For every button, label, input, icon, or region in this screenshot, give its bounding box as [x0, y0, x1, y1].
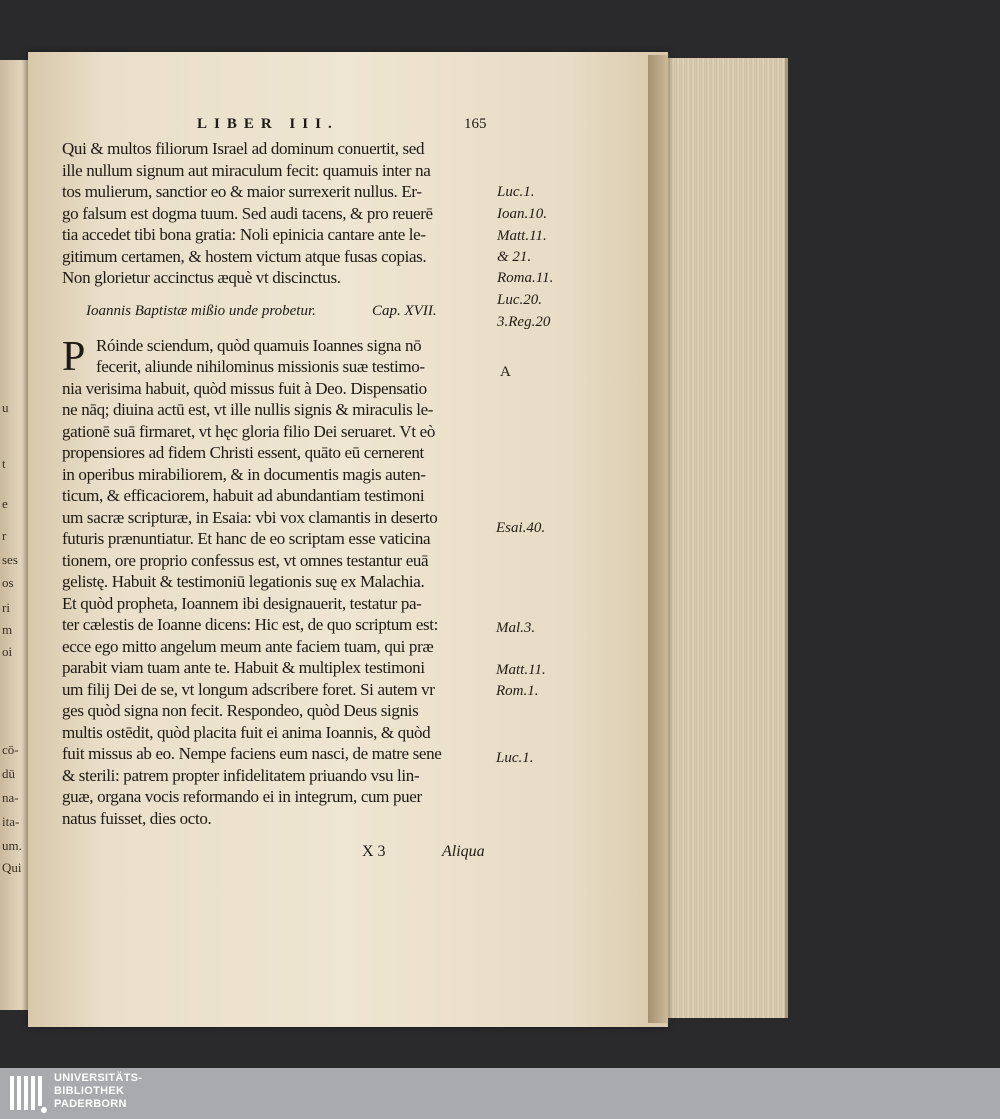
- text-line: Et quòd propheta, Ioannem ibi designauerit, testatur pa-: [62, 593, 422, 613]
- text-line: tia accedet tibi bona gratia: Noli epinicia cantare ante le-: [62, 225, 426, 244]
- left-fragment: r: [2, 528, 7, 543]
- text-line: in operibus mirabiliorem, & in documentis magis auten-: [62, 464, 426, 484]
- page-number: 165: [464, 116, 487, 132]
- left-fragment: ri: [2, 600, 10, 615]
- left-fragment: na-: [2, 790, 19, 805]
- left-fragment: u: [2, 400, 9, 415]
- left-fragment: oi: [2, 644, 13, 659]
- library-name-line: BIBLIOTHEK: [54, 1085, 125, 1097]
- left-fragment: Qui: [2, 860, 22, 875]
- text-line: propensiores ad fidem Christi essent, quāto eū cernerent: [62, 443, 424, 462]
- margin-note: Mal.3.: [496, 620, 536, 636]
- text-line: gelistę. Habuit & testimoniū legationis suę ex Malachia.: [62, 572, 425, 591]
- margin-note: Rom.1.: [496, 683, 539, 699]
- margin-section-letter: A: [500, 364, 511, 380]
- text-line: fecerit, aliunde nihilominus missionis suæ testimo-: [96, 357, 425, 376]
- text-line: guæ, organa vocis reformando ei in integrum, cum puer: [62, 787, 422, 806]
- text-line: gationē suā firmaret, vt hęc gloria filio Dei seruaret. Vt eò: [62, 421, 435, 441]
- left-fragment: t: [2, 456, 6, 471]
- text-line: ne nāq; diuina actū est, vt ille nullis signis & miraculis le-: [62, 400, 434, 419]
- text-line: Róinde sciendum, quòd quamuis Ioannes signa nō: [96, 335, 422, 355]
- margin-note: Matt.11.: [496, 662, 546, 678]
- left-fragment: ses: [2, 552, 18, 567]
- text-line: ecce ego mitto angelum meum ante faciem tuam, qui præ: [62, 636, 434, 656]
- running-head: LIBER III.: [197, 116, 339, 132]
- left-fragment: e: [2, 496, 8, 511]
- signature-mark: X 3: [362, 843, 386, 860]
- left-fragment: dū: [2, 766, 15, 781]
- text-line: parabit viam tuam ante te. Habuit & multiplex testimoni: [62, 658, 425, 677]
- text-line: nia verisima habuit, quòd missus fuit à Deo. Dispensatio: [62, 378, 427, 398]
- text-line: fuit missus ab eo. Nempe faciens eum nasci, de matre sene: [62, 744, 442, 763]
- left-fragment: os: [2, 575, 14, 590]
- catchword: Aliqua: [442, 843, 485, 860]
- text-line: gitimum certamen, & hostem victum atque fusas copias.: [62, 246, 427, 266]
- page-footer: [62, 839, 582, 869]
- library-name-line: PADERBORN: [54, 1098, 127, 1110]
- margin-note: Luc.1.: [497, 184, 535, 200]
- page-gutter-shadow: [648, 55, 670, 1023]
- text-line: Qui & multos filiorum Israel ad dominum conuertit, sed: [62, 139, 425, 158]
- left-fragment: cō-: [2, 742, 19, 757]
- text-line: natus fuisset, dies octo.: [62, 808, 212, 828]
- text-line: um filij Dei de se, vt longum adscribere foret. Si autem vr: [62, 679, 435, 699]
- text-line: ges quòd signa non fecit. Respondeo, quòd Deus signis: [62, 701, 419, 720]
- chapter-title: Ioannis Baptistæ mißio unde probetur.: [86, 302, 316, 319]
- book-fore-edge: [655, 58, 788, 1018]
- margin-note: Luc.1.: [496, 750, 534, 766]
- library-logo-icon: [8, 1072, 48, 1114]
- drop-initial: P: [62, 333, 86, 380]
- text-line: go falsum est dogma tuum. Sed audi tacens, & pro reuerē: [62, 203, 433, 223]
- text-line: ticum, & efficaciorem, habuit ad abundantiam testimoni: [62, 486, 425, 505]
- text-line: multis ostēdit, quòd placita fuit ei anima Ioannis, & quòd: [62, 722, 431, 742]
- text-line: um sacræ scripturæ, in Esaia: vbi vox clamantis in deserto: [62, 507, 438, 527]
- library-name: [54, 1072, 142, 1111]
- left-fragment: m: [2, 622, 13, 637]
- chapter-number: Cap. XVII.: [372, 302, 437, 319]
- text-line: ille nullum signum aut miraculum fecit: quamuis inter na: [62, 160, 431, 180]
- margin-note: Roma.11.: [497, 270, 554, 286]
- left-fragment: um.: [2, 838, 22, 853]
- library-name-line: UNIVERSITÄTS-: [54, 1072, 143, 1084]
- text-line: Non glorietur accinctus æquè vt discinctus.: [62, 268, 341, 287]
- margin-note: & 21.: [497, 249, 532, 265]
- margin-note: 3.Reg.20: [497, 314, 551, 330]
- left-fragment: ita-: [2, 814, 20, 829]
- text-line: ter cælestis de Ioanne dicens: Hic est, de quo scriptum est:: [62, 615, 439, 634]
- library-footer-bar: [0, 1068, 1000, 1119]
- margin-note: Luc.20.: [497, 292, 542, 308]
- text-line: futuris prænuntiatur. Et hanc de eo scriptam esse vaticina: [62, 529, 431, 548]
- text-line: & sterili: patrem propter infidelitatem priuando vsu lin-: [62, 765, 420, 785]
- margin-note: Ioan.10.: [497, 206, 547, 222]
- margin-note: Esai.40.: [496, 520, 546, 536]
- left-page-fragments: [0, 60, 30, 1010]
- text-line: tos mulierum, sanctior eo & maior surrexerit nullus. Er-: [62, 182, 422, 201]
- text-line: tionem, ore proprio confessus est, vt omnes testantur euā: [62, 550, 429, 570]
- margin-note: Matt.11.: [497, 228, 547, 244]
- page-header: [62, 112, 582, 138]
